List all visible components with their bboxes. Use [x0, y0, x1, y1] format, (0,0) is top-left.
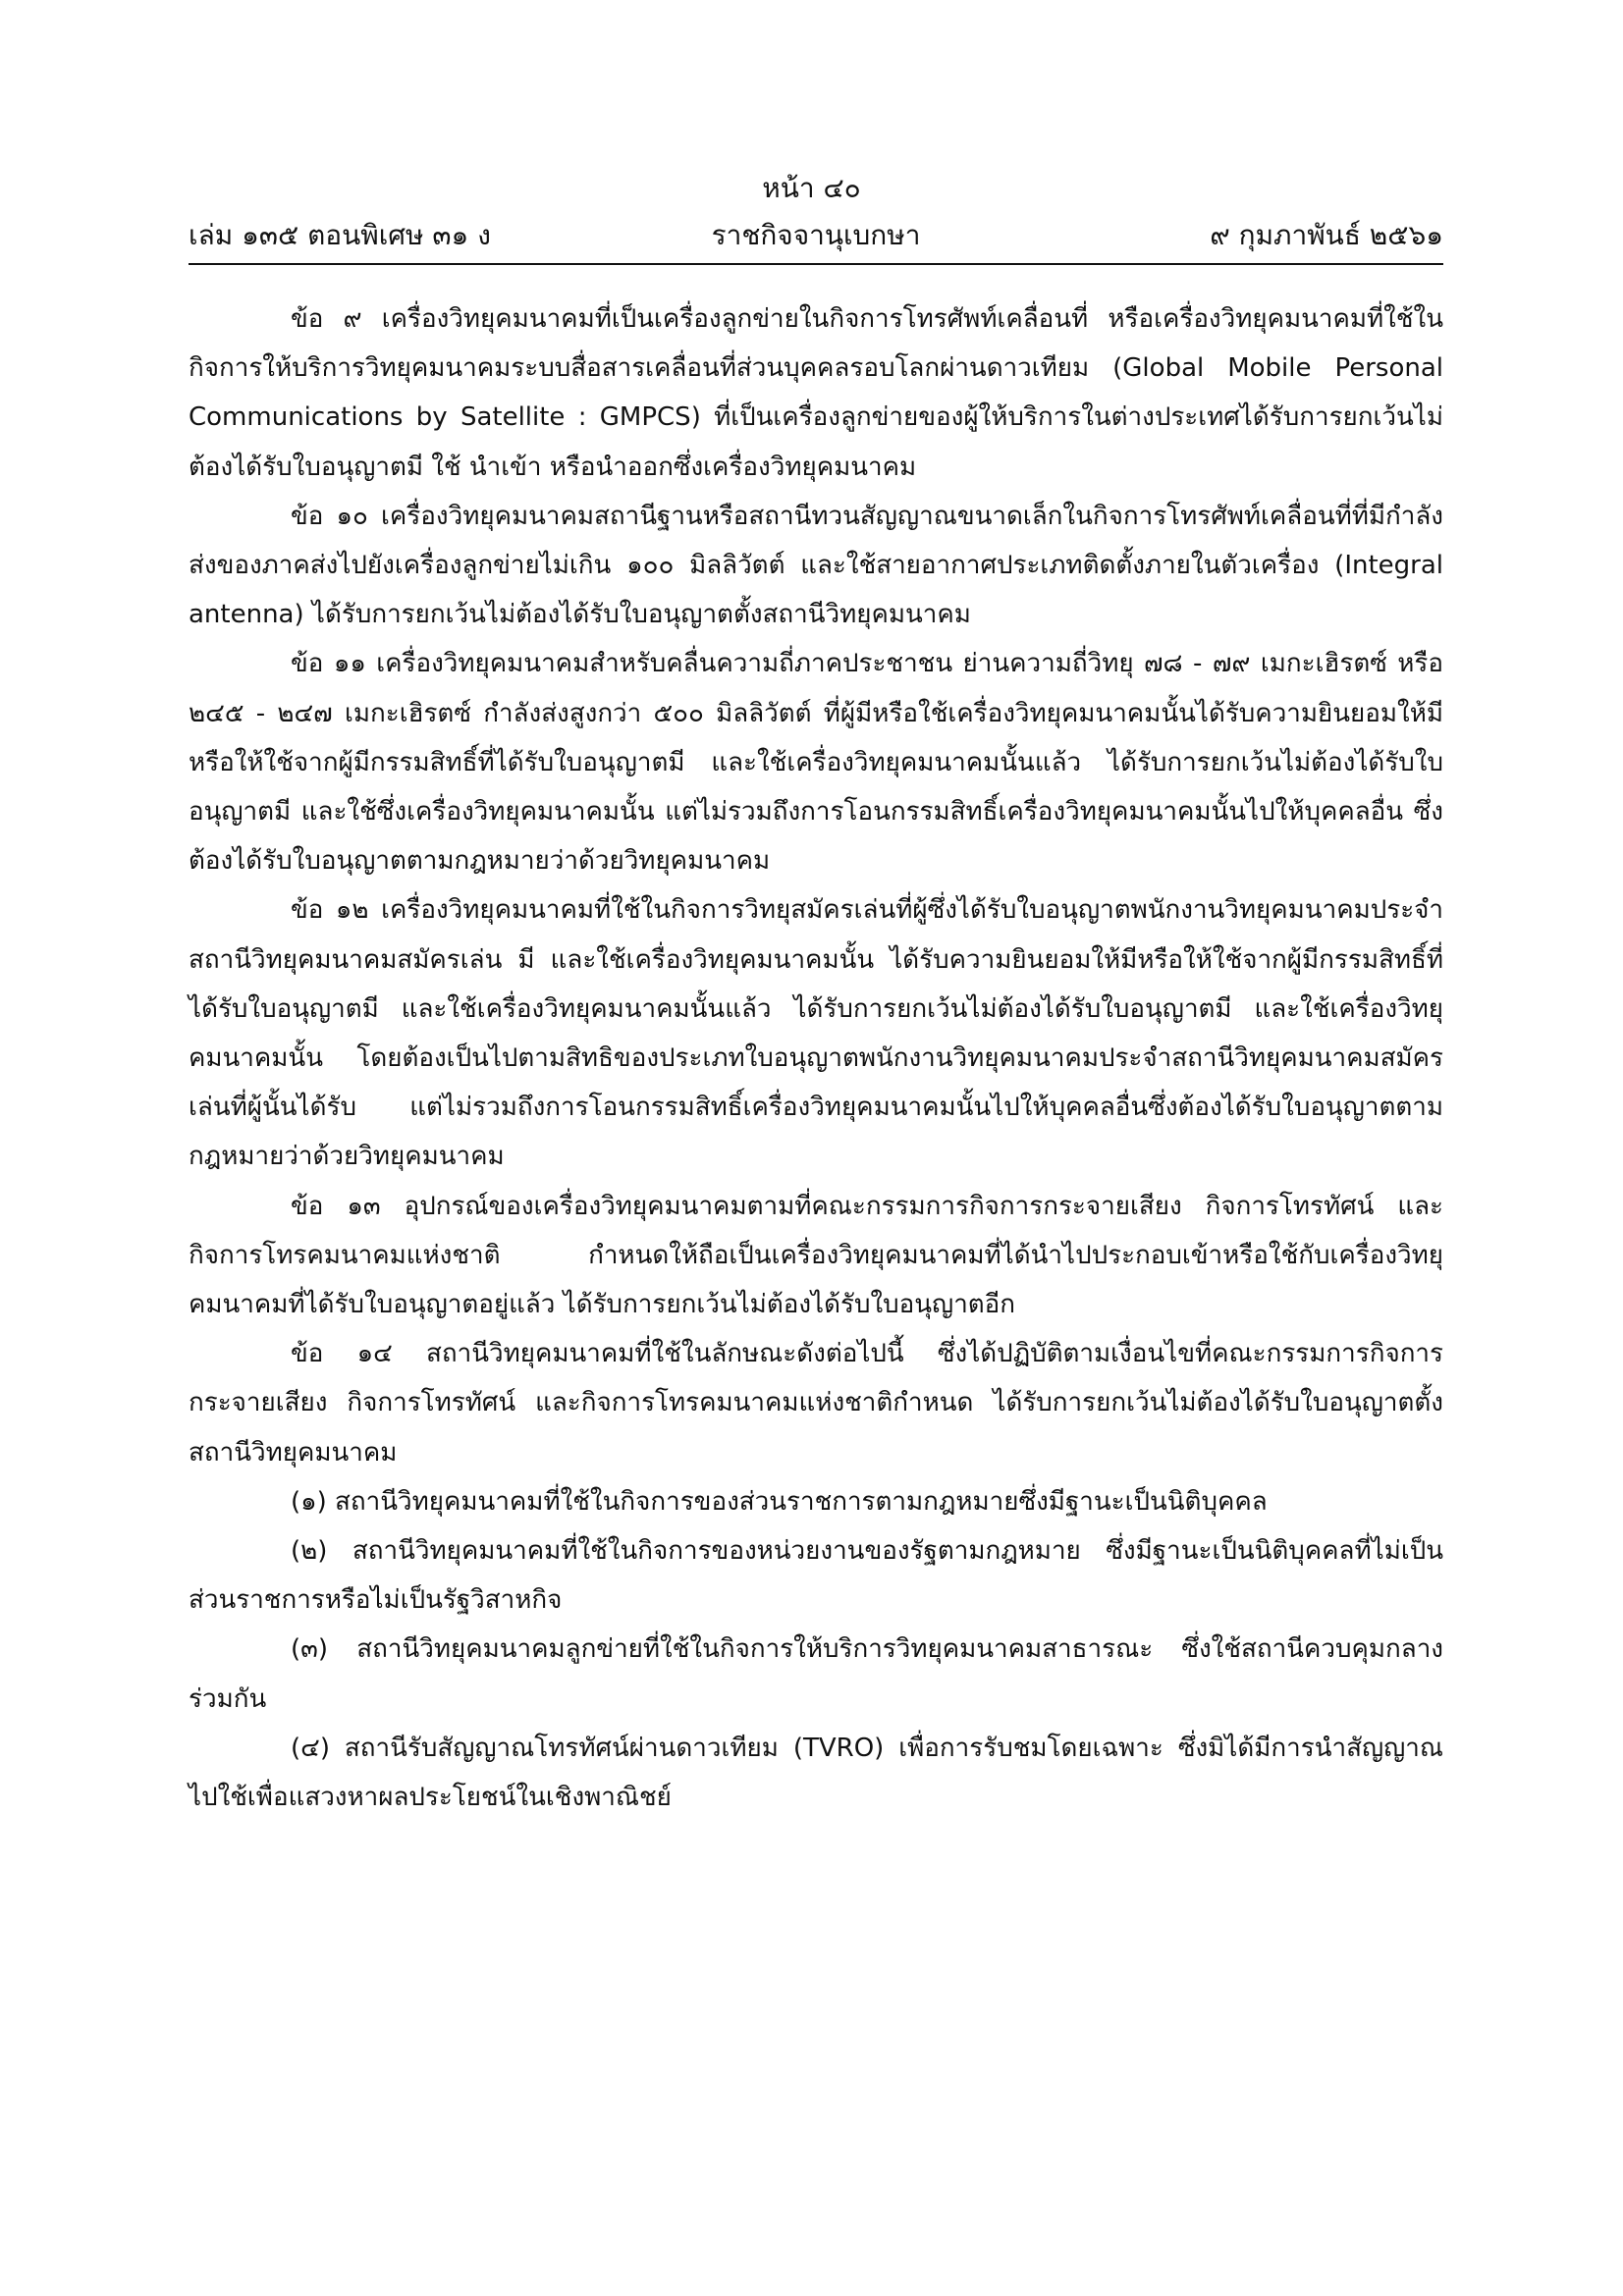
clause-13: ข้อ ๑๓ อุปกรณ์ของเครื่องวิทยุคมนาคมตามที่คณะกรรมการกิจการกระจายเสียง กิจการโทรทัศน์ และกิจการโทรคมนาคมแห่งชาติ กำหนดให้ถือเป็นเครื่องวิทยุคมนาคมที่ได้นำไปประกอบเข้าหรือใช้กับเครื่องวิทยุคมนาคมที่ได้รับใบอนุญาตอยู่แล้ว ได้รับการยกเว้นไม่ต้องได้รับใบอนุญาตอีก: [189, 1191, 1443, 1320]
clause-11: ข้อ ๑๑ เครื่องวิทยุคมนาคมสำหรับคลื่นความถี่ภาคประชาชน ย่านความถี่วิทยุ ๗๘ - ๗๙ เมกะเฮิรตซ์ หรือ ๒๔๕ - ๒๔๗ เมกะเฮิรตซ์ กำลังส่งสูงกว่า ๕๐๐ มิลลิวัตต์ ที่ผู้มีหรือใช้เครื่องวิทยุคมนาคมนั้นได้รับความยินยอมให้มีหรือให้ใช้จากผู้มีกรรมสิทธิ์ที่ได้รับใบอนุญาตมี และใช้เครื่องวิทยุคมนาคมนั้นแล้ว ได้รับการยกเว้นไม่ต้องได้รับใบอนุญาตมี และใช้ซึ่งเครื่องวิทยุคมนาคมนั้น แต่ไม่รวมถึงการโอนกรรมสิทธิ์เครื่องวิทยุคมนาคมนั้นไปให้บุคคลอื่น ซึ่งต้องได้รับใบอนุญาตตามกฎหมายว่าด้วยวิทยุคมนาคม: [189, 649, 1443, 877]
volume-issue: เล่ม ๑๓๕ ตอนพิเศษ ๓๑ ง: [189, 219, 491, 251]
clause-10: ข้อ ๑๐ เครื่องวิทยุคมนาคมสถานีฐานหรือสถานีทวนสัญญาณขนาดเล็กในกิจการโทรศัพท์เคลื่อนที่ที่มีกำลังส่งของภาคส่งไปยังเครื่องลูกข่ายไม่เกิน ๑๐๐ มิลลิวัตต์ และใช้สายอากาศประเภทติดตั้งภายในตัวเครื่อง (Integral antenna) ได้รับการยกเว้นไม่ต้องได้รับใบอนุญาตตั้งสถานีวิทยุคมนาคม: [189, 501, 1443, 630]
publication-title: ราชกิจจานุเบกษา: [711, 219, 921, 251]
publication-date: ๙ กุมภาพันธ์ ๒๕๖๑: [1210, 219, 1443, 251]
header-divider: [189, 263, 1443, 265]
clause-14-item-1: (๑) สถานีวิทยุคมนาคมที่ใช้ในกิจการของส่วนราชการตามกฎหมายซึ่งมีฐานะเป็นนิติบุคคล: [291, 1486, 1268, 1517]
clause-14: ข้อ ๑๔ สถานีวิทยุคมนาคมที่ใช้ในลักษณะดังต่อไปนี้ ซึ่งได้ปฏิบัติตามเงื่อนไขที่คณะกรรมการกิจการกระจายเสียง กิจการโทรทัศน์ และกิจการโทรคมนาคมแห่งชาติกำหนด ได้รับการยกเว้นไม่ต้องได้รับใบอนุญาตตั้งสถานีวิทยุคมนาคม: [189, 1339, 1443, 1468]
clause-14-item-3: (๓) สถานีวิทยุคมนาคมลูกข่ายที่ใช้ในกิจการให้บริการวิทยุคมนาคมสาธารณะ ซึ่งใช้สถานีควบคุมกลางร่วมกัน: [189, 1634, 1443, 1714]
page-number: หน้า ๔๐: [762, 172, 861, 204]
running-header: [189, 214, 1443, 257]
clause-14-item-4: (๔) สถานีรับสัญญาณโทรทัศน์ผ่านดาวเทียม (TVRO) เพื่อการรับชมโดยเฉพาะ ซึ่งมิได้มีการนำสัญญาณไปใช้เพื่อแสวงหาผลประโยชน์ในเชิงพาณิชย์: [189, 1733, 1443, 1813]
document-body: [189, 294, 1443, 1822]
clause-9: ข้อ ๙ เครื่องวิทยุคมนาคมที่เป็นเครื่องลูกข่ายในกิจการโทรศัพท์เคลื่อนที่ หรือเครื่องวิทยุคมนาคมที่ใช้ในกิจการให้บริการวิทยุคมนาคมระบบสื่อสารเคลื่อนที่ส่วนบุคคลรอบโลกผ่านดาวเทียม (Global Mobile Personal Communications by Satellite : GMPCS) ที่เป็นเครื่องลูกข่ายของผู้ให้บริการในต่างประเทศได้รับการยกเว้นไม่ต้องได้รับใบอนุญาตมี ใช้ นำเข้า หรือนำออกซึ่งเครื่องวิทยุคมนาคม: [189, 304, 1443, 482]
clause-12: ข้อ ๑๒ เครื่องวิทยุคมนาคมที่ใช้ในกิจการวิทยุสมัครเล่นที่ผู้ซึ่งได้รับใบอนุญาตพนักงานวิทยุคมนาคมประจำสถานีวิทยุคมนาคมสมัครเล่น มี และใช้เครื่องวิทยุคมนาคมนั้น ได้รับความยินยอมให้มีหรือให้ใช้จากผู้มีกรรมสิทธิ์ที่ได้รับใบอนุญาตมี และใช้เครื่องวิทยุคมนาคมนั้นแล้ว ได้รับการยกเว้นไม่ต้องได้รับใบอนุญาตมี และใช้เครื่องวิทยุคมนาคมนั้น โดยต้องเป็นไปตามสิทธิของประเภทใบอนุญาตพนักงานวิทยุคมนาคมประจำสถานีวิทยุคมนาคมสมัครเล่นที่ผู้นั้นได้รับ แต่ไม่รวมถึงการโอนกรรมสิทธิ์เครื่องวิทยุคมนาคมนั้นไปให้บุคคลอื่นซึ่งต้องได้รับใบอนุญาตตามกฎหมายว่าด้วยวิทยุคมนาคม: [189, 895, 1443, 1172]
clause-14-item-2: (๒) สถานีวิทยุคมนาคมที่ใช้ในกิจการของหน่วยงานของรัฐตามกฎหมาย ซึ่งมีฐานะเป็นนิติบุคคลที่ไม่เป็นส่วนราชการหรือไม่เป็นรัฐวิสาหกิจ: [189, 1536, 1443, 1616]
